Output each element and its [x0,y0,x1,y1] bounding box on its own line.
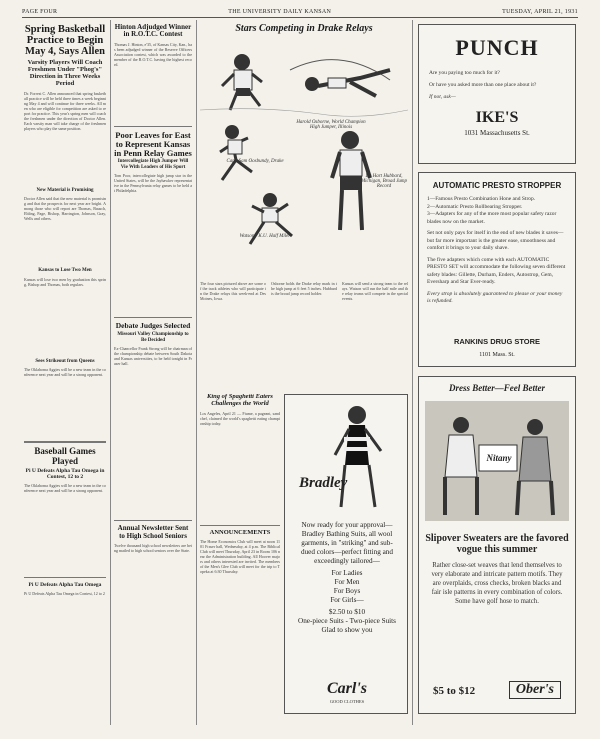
feature-title: Stars Competing in Drake Relays [235,24,373,34]
headline-spaghetti: King of Spaghetti Eaters Challenges the World [207,394,273,407]
bradley-for-ladies: For Ladies [331,569,363,577]
bradley-line: dued colors—perfect fitting and [300,548,393,556]
nittany-label: Nitany [486,453,512,463]
bathing-suit-illustration [285,395,407,513]
subhead-poor: Intercollegiate High Jumper Will Vie With Leaders of His Sport [117,159,189,170]
section-text: The Oklahoma Aggies will be a new team in the conference next year and will be a strong opponent. [24,367,106,378]
masthead [22,6,578,18]
headline-poor: Poor Leaves for East to Represent Kansas in Penn Relay Games [114,129,192,158]
bradley-for-boys: For Boys [333,587,361,595]
nittany-body: Rather close-set weaves that lend themselves to very elaborate and intricate pattern motifs. They are overplaids, cross checks, broken blacks and fair isle patterns in every combination of colors. Some have golf hose to match. [431,562,563,605]
punch-line-2: Or have you asked more than one place about it? [429,82,537,88]
column-rule [412,20,413,725]
newspaper-name: THE UNIVERSITY DAILY KANSAN [228,8,332,15]
page-number: PAGE FOUR [22,8,58,15]
rankins-address: 1101 Mass. St. [479,352,515,358]
feature-text: Osborne holds the Drake relay mark in the high jump at 6 feet 5 inches. Hubbard is the broad jump record holder. [271,281,337,296]
punch-copy [429,69,565,101]
headline-baseball: Baseball Games Played [34,446,96,466]
caption-osborne: Harold Osborne, World Champion High Jumper, Illinois [296,120,366,130]
bradley-line: Bradley Bathing Suits, all wool [301,530,393,538]
article-baseball: The Oklahoma Aggies will be a new team in the conference next year and will be a strong opponent. [24,483,106,494]
article-debate: Ex-Chancellor Frank Strong will be chairman of the championship debate between South Dakota and Kansas universities, to be held tonight in Fraser hall. [114,346,192,367]
nittany-sweater-ad [418,376,576,714]
presto-copy [427,196,567,306]
presto-item-2: 2—Automatic Presto Rollbearing Stropper. [427,203,523,210]
carls-logo: Carl's [326,680,367,697]
announcements-text: The Home Economics Club will meet at noon 1101 Fraser hall, Wednesday, at 4 p.m. The Biblical Club will meet Thursday, April 23 in Room 106 near the Administration building. All Hoover majors and others interested are invited. The members of the Men's Glee Club will meet for the trip to Topeka at 6:30 Thursday. [200,539,280,575]
bradley-line: exceedingly tailored— [314,557,380,565]
nittany-price: $5 to $12 [433,685,476,697]
headline-announcements: ANNOUNCEMENTS [209,528,271,536]
divider [114,520,192,521]
section-heading: Sees Strikeout from Queens [35,358,95,364]
subhead-baseball: Pi U Defeats Alpha Tau Omega in Contest, 12 to 2 [25,467,105,481]
punch-line-1: Are you paying too much for it? [429,70,500,76]
punch-line-3: If not, ask— [429,94,456,100]
headline-newsletter: Annual Newsletter Sent to High School Seniors [117,524,189,540]
article-basketball: Dr. Forrest C. Allen announced that spring basketball practice will be held three times a week beginning May 4 and will continue for three weeks. All men who are eligible for competition are asked to report for practice. This year's spring men will coach the freshmen under the direction of Doctor Allen. Each varsity man will take charge of the freshmen players who play the same position. [24,90,106,131]
presto-item-1: 1—Famous Presto Combination Hone and Strop. [427,196,536,202]
section-heading: New Material is Promising [36,187,94,193]
ikes-address: 1031 Massachusetts St. [464,129,530,137]
carls-tagline: GOOD CLOTHES [329,699,365,704]
column-3-lower [200,394,280,729]
issue-date: TUESDAY, APRIL 21, 1931 [502,8,578,15]
article-newsletter: Twelve thousand high school newsletters are being mailed to high school seniors over the State. [114,543,192,554]
bradley-line: Now ready for your approval— [301,521,393,529]
subhead-bottom: Pi U Defeats Alpha Tau Omega [28,582,102,589]
divider [114,317,192,318]
divider [24,577,106,578]
feature-text-col-1 [200,278,266,388]
subhead-debate: Missouri Valley Championship to Be Decided [117,332,189,343]
column-rule [196,20,197,725]
bradley-price: $2.50 to $10 [328,608,366,616]
presto-body-3: Every strop is absolutely guaranteed to please or your money is refunded. [427,290,563,304]
ikes-store: IKE'S [475,109,519,126]
punch-ad [418,24,576,164]
bradley-for-girls: For Girls— [330,596,364,604]
bradley-brand: Bradley [299,475,348,491]
bradley-copy [291,521,403,635]
caption-oosbundy: Capt. Sam Oosbundy, Drake [226,159,284,164]
section-text: Kansas will lose two men by graduation this spring, Bishop and Thomas, both regulars. [24,276,106,287]
presto-item-3: 3—Adapters for any of the more most popular safety razor blades now on the market. [427,211,557,225]
caption-hubbard: De Hart Hubbard, Michigan, Broad Jump Record [360,174,408,189]
article-spaghetti: Los Angeles, April 21 — Fiume, a pageant, sand chef, claimed the world's spaghetti eating championship today. [200,410,280,426]
athlete-runner-2 [220,125,252,180]
bradley-line: garments, in "striking" and sub- [301,539,393,547]
presto-stropper-ad [418,172,576,367]
divider [114,126,192,127]
article-hinton: Thomas J. Hinton, e'35, of Kansas City, Kan., has been adjudged winner of the Reserve Officers Association contest, which was awarded to the member of the R.O.T.C. having the highest record. [114,41,192,67]
athlete-jumper [290,60,390,96]
divider [200,525,280,526]
article-poor: Tom Poor, intercollegiate high jump star in the United States, will be the Jayhawker representative in the Pennsylvania relay games to be held at Philadelphia. [114,173,192,194]
caption-watson: Watson - K.U. Half Miler [239,234,291,239]
presto-body-1: Set not only pays for itself in the end of new blades it saves—but far more important is the greater ease, smoothness and comfort it brings to your daily shave. [427,230,564,251]
article-bottom: Pi U Defeats Alpha Tau Omega in Contest, 12 to 2 [24,591,105,597]
feature-text-col-2 [271,278,337,388]
bradley-bathing-suits-ad [284,394,408,714]
feature-text-col-3 [342,278,408,388]
headline-debate: Debate Judges Selected [115,321,191,331]
section-text: Doctor Allen said that the new material is promising and that the prospects for next year are bright. Among those who will report are Thomas, Bausch, Ebling, Page, Bishop, Harrington, Johnson, Gray, Wells and others. [24,196,106,222]
punch-title: PUNCH [455,35,539,60]
bradley-glad: Glad to show you [321,626,373,634]
headline-hinton: Hinton Adjudged Winner in R.O.T.C. Contest [114,24,192,39]
column-1 [24,24,106,729]
nittany-title: Dress Better—Feel Better [449,383,545,393]
nittany-headline: Slipover Sweaters are the favored vogue this summer [425,533,569,555]
divider [24,441,106,443]
rankins-store: RANKINS DRUG STORE [453,337,541,346]
column-2 [114,24,192,729]
presto-body-2: The five adapters which come with each AUTOMATIC PRESTO SET will accommodate the following seven different safety blades: Gillette, Durham, Enders, Autostrop, Gem, Eversharp and Star Ever-ready. [427,256,566,285]
section-heading: Kansas to Lose Two Men [38,268,92,274]
bradley-for-men: For Men [334,578,360,586]
bradley-suit-line: One-piece Suits - Two-piece Suits [298,617,396,625]
athlete-runner-1 [222,54,262,110]
drake-relays-feature [200,24,408,274]
headline-basketball: Spring Basketball Practice to Begin May 4, Says Allen [24,24,106,58]
presto-title: AUTOMATIC PRESTO STROPPER [432,181,562,190]
obers-logo: Ober's [509,681,561,699]
subhead-basketball: Varsity Players Will Coach Freshmen Under "Phog's" Direction in Three Weeks Period [27,59,103,88]
feature-text: The four stars pictured above are some of the track athletes who will participate in the Drake relays this week-end at Des Moines, Iowa. [200,281,266,301]
feature-text: Kansas will send a strong team to the relays. Watson will run the half mile and the relay teams will compete in the special events. [342,281,408,301]
column-rule [110,20,111,725]
